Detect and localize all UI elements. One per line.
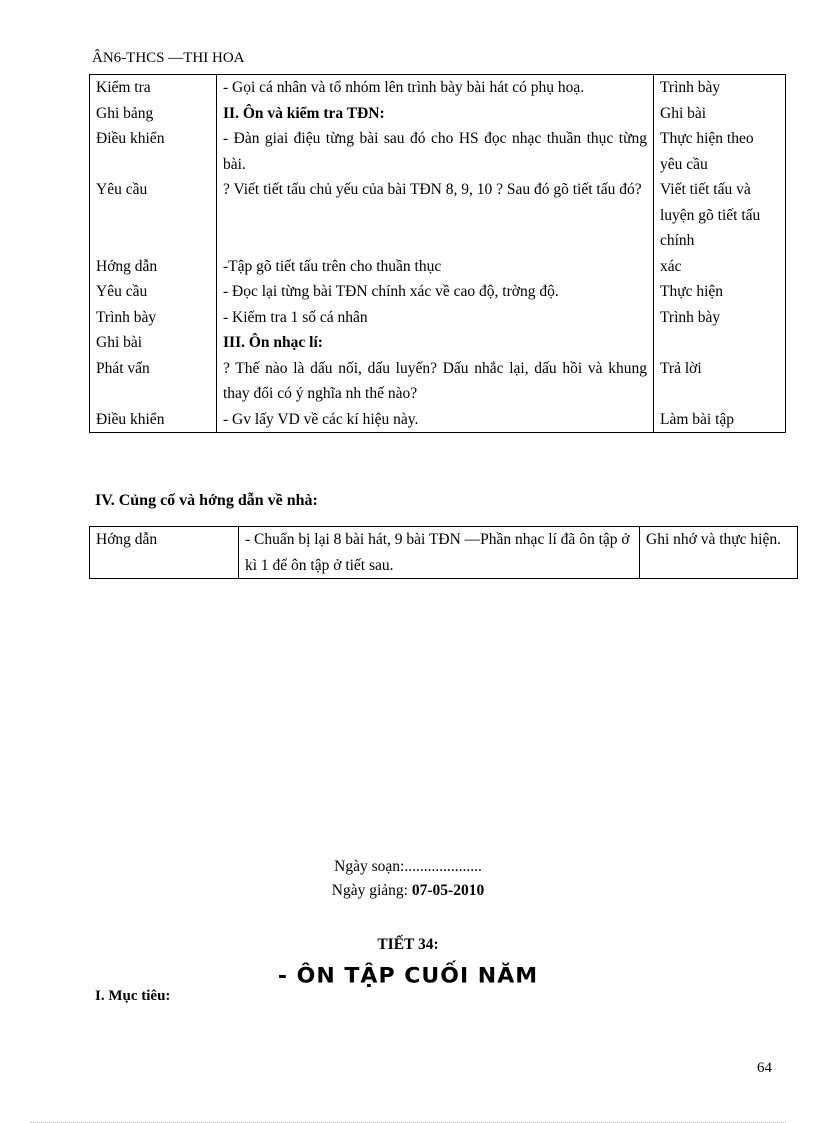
table-row	[90, 177, 786, 254]
page-number: 64	[757, 1060, 772, 1076]
table-row	[90, 75, 786, 101]
content-cell: - Kiểm tra 1 số cá nhân	[217, 305, 654, 331]
content-cell: III. Ôn nhạc lí:	[217, 330, 654, 356]
teacher-activity-cell: Phát vấn	[90, 356, 217, 407]
teacher-activity-cell: Trình bày	[90, 305, 217, 331]
teacher-activity-cell: Ghi bảng	[90, 101, 217, 127]
content-cell: ? Viết tiết tấu chủ yếu của bài TĐN 8, 9, 10 ? Sau đó gõ tiết tấu đó?	[217, 177, 654, 254]
section-4-heading: IV. Củng cố và hớng dẫn về nhà:	[95, 492, 318, 509]
teacher-activity-cell: Yêu cầu	[90, 177, 217, 254]
table-row	[90, 407, 786, 433]
section-1-heading: I. Mục tiêu:	[95, 988, 171, 1004]
content-cell: - Đàn giai điệu từng bài sau đó cho HS đọc nhạc thuần thục từng bài.	[217, 126, 654, 177]
student-activity-cell: Ghi nhớ và thực hiện.	[640, 527, 798, 579]
table-row	[90, 527, 798, 579]
table-row	[90, 330, 786, 356]
teacher-activity-cell: Điều khiển	[90, 407, 217, 433]
table-row	[90, 305, 786, 331]
student-activity-cell: Trình bày	[654, 305, 786, 331]
table-row	[90, 101, 786, 127]
student-activity-cell: Ghi bài	[654, 101, 786, 127]
content-cell: - Chuẩn bị lại 8 bài hát, 9 bài TĐN —Phần nhạc lí đã ôn tập ở kì 1 để ôn tập ở tiết sau.	[239, 527, 640, 579]
table-row	[90, 356, 786, 407]
teacher-activity-cell: Yêu cầu	[90, 279, 217, 305]
teacher-activity-cell: Hớng dẫn	[90, 527, 239, 579]
table-row	[90, 254, 786, 280]
student-activity-cell: Trình bày	[654, 75, 786, 101]
teacher-activity-cell: Ghi bài	[90, 330, 217, 356]
student-activity-cell: Trả lời	[654, 356, 786, 407]
student-activity-cell: Làm bài tập	[654, 407, 786, 433]
lesson-activities-table	[89, 74, 786, 433]
date-teaching-label: Ngày giảng:	[331, 882, 412, 899]
date-teaching	[0, 882, 816, 900]
page-header: ÂN6-THCS —THI HOA	[92, 50, 245, 66]
content-cell: - Gv lấy VD về các kí hiệu này.	[217, 407, 654, 433]
student-activity-cell: Thực hiện theo yêu cầu	[654, 126, 786, 177]
teacher-activity-cell: Kiểm tra	[90, 75, 217, 101]
content-cell: - Gọi cá nhân và tổ nhóm lên trình bày bài hát có phụ hoạ.	[217, 75, 654, 101]
date-prepared: Ngày soạn:....................	[334, 858, 482, 875]
student-activity-cell: xác	[654, 254, 786, 280]
teacher-activity-cell: Điều khiển	[90, 126, 217, 177]
content-cell: - Đọc lại từng bài TĐN chính xác về cao độ, trờng độ.	[217, 279, 654, 305]
content-cell: -Tập gõ tiết tấu trên cho thuần thục	[217, 254, 654, 280]
lesson-title: - ÔN TẬP CUỐI NĂM	[277, 964, 539, 989]
table-row	[90, 126, 786, 177]
date-teaching-value: 07-05-2010	[411, 882, 485, 899]
student-activity-cell: Thực hiện	[654, 279, 786, 305]
table-row	[90, 279, 786, 305]
student-activity-cell: Viết tiết tấu và luyện gõ tiết tấu chính	[654, 177, 786, 254]
student-activity-cell	[654, 330, 786, 356]
teacher-activity-cell: Hớng dẫn	[90, 254, 217, 280]
content-cell: ? Thế nào là dấu nối, dấu luyến? Dấu nhắc lại, dấu hồi và khung thay đổi có ý nghĩa nh thế nào?	[217, 356, 654, 407]
lesson-number: TIẾT 34:	[377, 936, 439, 953]
homework-table	[89, 526, 798, 579]
content-cell: II. Ôn và kiểm tra TĐN:	[217, 101, 654, 127]
